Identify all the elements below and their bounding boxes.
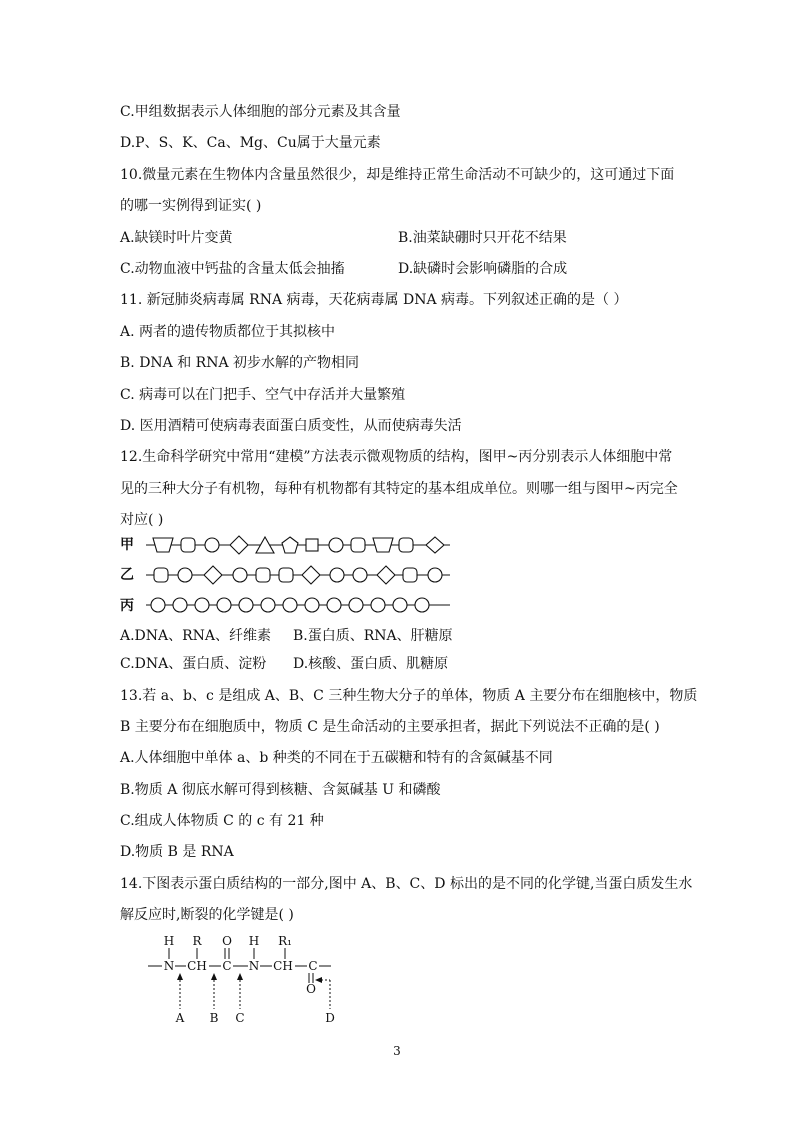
q12-option-d: D.核酸、蛋白质、肌糖原 bbox=[293, 656, 449, 672]
atom-n2: N bbox=[248, 959, 260, 973]
peptide-structure-diagram bbox=[140, 930, 350, 1026]
chain-jia bbox=[146, 536, 450, 554]
atom-ch2: CH bbox=[273, 959, 293, 973]
q13-option-d: D.物质 B 是 RNA bbox=[120, 844, 234, 860]
chain-label-bing: 丙 bbox=[120, 598, 134, 614]
top-r1: R₁ bbox=[278, 934, 292, 948]
q12-stem-line3: 对应( ) bbox=[120, 512, 164, 528]
q9-option-c: C.甲组数据表示人体细胞的部分元素及其含量 bbox=[120, 104, 401, 120]
q10-option-b: B.油菜缺硼时只开花不结果 bbox=[398, 230, 567, 246]
q13-stem-line2: B 主要分布在细胞质中，物质 C 是生命活动的主要承担者，据此下列说法不正确的是( ) bbox=[120, 719, 660, 735]
q9-option-d: D.P、S、K、Ca、Mg、Cu属于大量元素 bbox=[120, 135, 381, 151]
atom-c2: C bbox=[308, 959, 318, 973]
q10-stem-line2: 的哪一实例得到证实( ) bbox=[120, 198, 262, 214]
label-c: C bbox=[235, 1011, 245, 1025]
q12-stem-line2: 见的三种大分子有机物，每种有机物都有其特定的基本组成单位。则哪一组与图甲~丙完全 bbox=[120, 481, 678, 497]
q12-option-a: A.DNA、RNA、纤维素 bbox=[120, 628, 272, 644]
q11-option-a: A. 两者的遗传物质都位于其拟核中 bbox=[120, 324, 336, 340]
q11-option-d: D. 医用酒精可使病毒表面蛋白质变性，从而使病毒失活 bbox=[120, 418, 462, 434]
label-a: A bbox=[175, 1011, 185, 1025]
q12-stem-line1: 12.生命科学研究中常用“建模”方法表示微观物质的结构，图甲~丙分别表示人体细胞中常 bbox=[120, 449, 673, 465]
top-o: O bbox=[222, 934, 232, 948]
q11-option-c: C. 病毒可以在门把手、空气中存活并大量繁殖 bbox=[120, 387, 406, 403]
q11-stem: 11. 新冠肺炎病毒属 RNA 病毒，天花病毒属 DNA 病毒。下列叙述正确的是（ ） bbox=[120, 292, 628, 308]
q12-option-c: C.DNA、蛋白质、淀粉 bbox=[120, 656, 267, 672]
atom-c1: C bbox=[222, 959, 232, 973]
page-number: 3 bbox=[393, 1044, 401, 1058]
q13-stem-line1: 13.若 a、b、c 是组成 A、B、C 三种生物大分子的单体，物质 A 主要分布在细胞核中，物质 bbox=[120, 688, 698, 704]
q10-option-c: C.动物血液中钙盐的含量太低会抽搐 bbox=[120, 261, 345, 277]
q10-stem-line1: 10.微量元素在生物体内含量虽然很少，却是维持正常生命活动不可缺少的，这可通过下面 bbox=[120, 167, 675, 183]
label-b: B bbox=[209, 1011, 219, 1025]
q13-option-c: C.组成人体物质 C 的 c 有 21 种 bbox=[120, 813, 324, 829]
monomer-chain-diagram bbox=[140, 528, 460, 623]
q13-option-a: A.人体细胞中单体 a、b 种类的不同在于五碳糖和特有的含氮碱基不同 bbox=[120, 750, 553, 766]
top-h2: H bbox=[248, 934, 260, 948]
atom-n1: N bbox=[163, 959, 175, 973]
q12-option-b: B.蛋白质、RNA、肝糖原 bbox=[293, 628, 453, 644]
chain-yi bbox=[146, 566, 450, 584]
q13-option-b: B.物质 A 彻底水解可得到核糖、含氮碱基 U 和磷酸 bbox=[120, 782, 441, 798]
top-h1: H bbox=[163, 934, 175, 948]
q10-option-d: D.缺磷时会影响磷脂的合成 bbox=[398, 261, 568, 277]
q11-option-b: B. DNA 和 RNA 初步水解的产物相同 bbox=[120, 355, 360, 371]
q14-stem-line1: 14.下图表示蛋白质结构的一部分,图中 A、B、C、D 标出的是不同的化学键,当蛋白质发生水 bbox=[120, 876, 693, 892]
top-r: R bbox=[192, 934, 202, 948]
bottom-o: O bbox=[306, 982, 316, 996]
chain-bing bbox=[146, 598, 450, 612]
atom-ch1: CH bbox=[187, 959, 207, 973]
chain-label-yi: 乙 bbox=[120, 567, 134, 583]
q14-stem-line2: 解反应时,断裂的化学键是( ) bbox=[120, 907, 294, 923]
q10-option-a: A.缺镁时叶片变黄 bbox=[120, 230, 233, 246]
chain-label-jia: 甲 bbox=[120, 537, 134, 553]
label-d: D bbox=[325, 1011, 335, 1025]
